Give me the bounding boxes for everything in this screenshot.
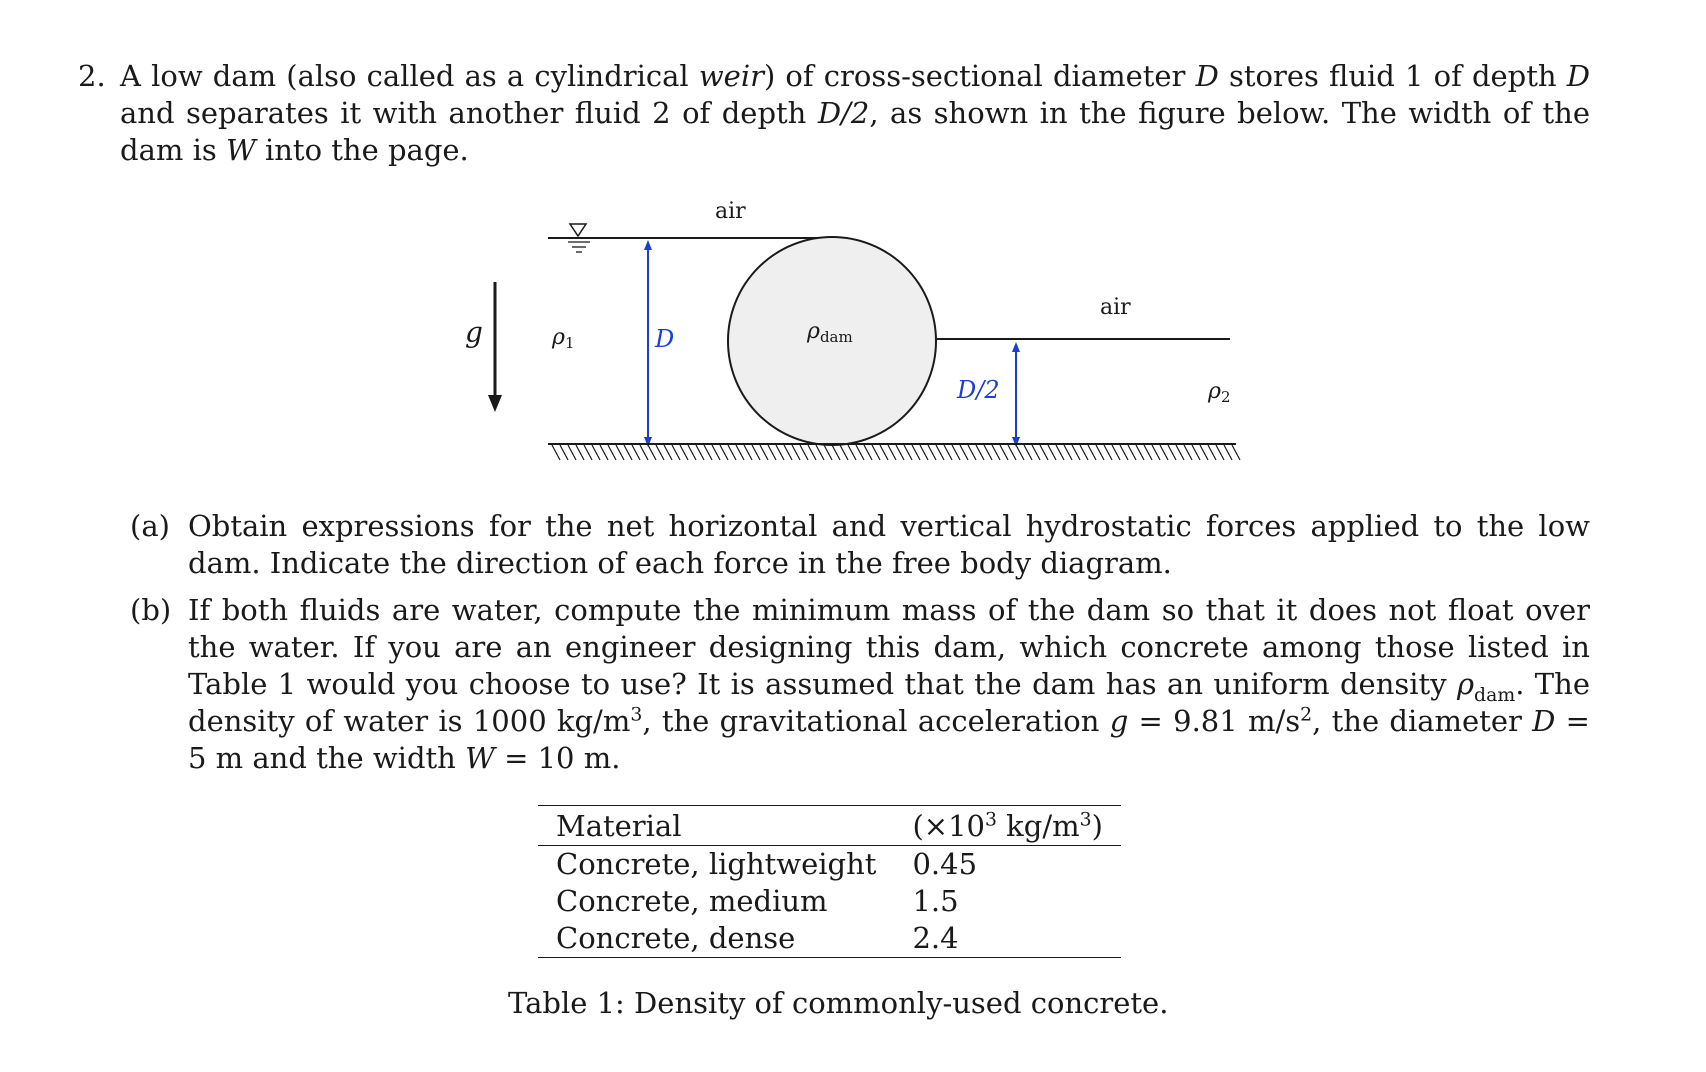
hatch-line xyxy=(608,445,616,460)
table-row xyxy=(538,920,1121,958)
hatch-line xyxy=(672,445,680,460)
part-a-label: (a) xyxy=(130,509,170,543)
statement-text: into the page. xyxy=(255,133,469,167)
hatch-line xyxy=(1112,445,1120,460)
statement-text: A low dam (also called as a cylindrical xyxy=(120,59,699,93)
hatch-line xyxy=(552,445,560,460)
dam-figure xyxy=(0,190,1706,490)
hatch-line xyxy=(1048,445,1056,460)
density-table-wrap xyxy=(538,805,1103,958)
statement-text: ) of cross-sectional diameter xyxy=(763,59,1196,93)
hatch-line xyxy=(872,445,880,460)
hatch-line xyxy=(1064,445,1072,460)
material-cell: Concrete, medium xyxy=(556,884,828,918)
hatch-line xyxy=(720,445,728,460)
hatch-line xyxy=(880,445,888,460)
hatch-line xyxy=(1128,445,1136,460)
air-right-label: air xyxy=(1100,295,1131,320)
depth-d-half-arrowhead-top xyxy=(1012,342,1020,352)
hatch-line xyxy=(832,445,840,460)
problem-text xyxy=(120,58,1590,169)
hatch-line xyxy=(1208,445,1216,460)
part-b-sup: 2 xyxy=(1300,704,1313,726)
hatch-line xyxy=(896,445,904,460)
part-b-label: (b) xyxy=(130,593,172,627)
hatch-line xyxy=(1168,445,1176,460)
hatch-line xyxy=(584,445,592,460)
part-a-text: Obtain expressions for the net horizontal and vertical hydrostatic forces applied to the low dam. Indicate the direction of each force in the free body diagram. xyxy=(188,509,1590,580)
hatch-line xyxy=(904,445,912,460)
air-left-label: air xyxy=(715,199,746,224)
header-density-unit: ($\times 10^3$ $kg/m^3$) xyxy=(894,806,1120,846)
hatch-line xyxy=(1056,445,1064,460)
hatch-line xyxy=(1072,445,1080,460)
dam-diagram xyxy=(0,190,1706,490)
hatch-line xyxy=(664,445,672,460)
hatch-line xyxy=(1192,445,1200,460)
hatch-line xyxy=(976,445,984,460)
part-b-text: = 5 m and the width xyxy=(188,704,1590,775)
gravity-label: g xyxy=(465,316,483,349)
hatch-line xyxy=(648,445,656,460)
part-b-var-w: W xyxy=(465,741,495,775)
hatch-line xyxy=(920,445,928,460)
hatch-line xyxy=(840,445,848,460)
hatch-line xyxy=(792,445,800,460)
hatch-line xyxy=(568,445,576,460)
part-b-rho-sub: dam xyxy=(1474,684,1516,706)
statement-var-d-half: D/2 xyxy=(817,96,870,130)
hatch-line xyxy=(1184,445,1192,460)
hatch-line xyxy=(656,445,664,460)
statement-weir: weir xyxy=(698,59,764,93)
hatch-line xyxy=(888,445,896,460)
hatch-line xyxy=(1216,445,1224,460)
hatch-line xyxy=(848,445,856,460)
table-header-row xyxy=(538,806,1121,846)
density-cell: 1.5 xyxy=(912,884,959,918)
material-cell: Concrete, dense xyxy=(556,921,796,955)
depth-d-label: D xyxy=(655,325,675,353)
hatch-line xyxy=(776,445,784,460)
hatch-line xyxy=(592,445,600,460)
hatch-line xyxy=(1152,445,1160,460)
hatch-line xyxy=(1096,445,1104,460)
hatch-line xyxy=(704,445,712,460)
hatch-line xyxy=(1016,445,1024,460)
hatch-line xyxy=(616,445,624,460)
hatch-line xyxy=(960,445,968,460)
hatch-line xyxy=(760,445,768,460)
hatch-line xyxy=(576,445,584,460)
hatch-line xyxy=(688,445,696,460)
hatch-line xyxy=(936,445,944,460)
hatch-line xyxy=(1232,445,1240,460)
hatch-line xyxy=(864,445,872,460)
hatch-line xyxy=(984,445,992,460)
hatch-line xyxy=(944,445,952,460)
hatch-line xyxy=(1144,445,1152,460)
hatch-line xyxy=(1080,445,1088,460)
hatch-line xyxy=(1104,445,1112,460)
part-b xyxy=(130,592,1590,777)
table-caption: Table 1: Density of commonly-used concrete. xyxy=(508,986,1169,1020)
hatch-line xyxy=(968,445,976,460)
hatch-line xyxy=(1032,445,1040,460)
hatch-line xyxy=(784,445,792,460)
part-b-text: , the diameter xyxy=(1312,704,1533,738)
hatch-line xyxy=(744,445,752,460)
hatch-line xyxy=(1088,445,1096,460)
table-row xyxy=(538,846,1121,884)
hatch-line xyxy=(1160,445,1168,460)
statement-var-w: W xyxy=(225,133,256,167)
part-b-var-g: g xyxy=(1109,704,1129,738)
part-b-rho: ρ xyxy=(1456,667,1475,701)
hatch-line xyxy=(712,445,720,460)
part-b-var-d: D xyxy=(1532,704,1556,738)
depth-d-arrowhead-top xyxy=(644,240,652,250)
gravity-arrowhead xyxy=(488,395,502,412)
hatch-line xyxy=(824,445,832,460)
hatch-line xyxy=(808,445,816,460)
hatch-line xyxy=(560,445,568,460)
statement-var-d: D xyxy=(1566,59,1590,93)
hatch-line xyxy=(736,445,744,460)
hatch-line xyxy=(768,445,776,460)
hatch-line xyxy=(928,445,936,460)
hatch-line xyxy=(1000,445,1008,460)
table-row xyxy=(538,883,1121,920)
hatch-line xyxy=(624,445,632,460)
statement-text: and separates it with another fluid 2 of depth xyxy=(120,96,818,130)
density-table xyxy=(538,805,1121,958)
density-cell: 0.45 xyxy=(912,847,978,881)
hatch-line xyxy=(1136,445,1144,460)
question-parts xyxy=(130,508,1590,787)
hatch-line xyxy=(816,445,824,460)
hatch-line xyxy=(952,445,960,460)
part-b-text: If both fluids are water, compute the minimum mass of the dam so that it does not float over the water. If you are an engineer designing this dam, which concrete among those listed in Table 1 would you choose to use? It is assumed that the dam has an uniform density xyxy=(188,593,1590,701)
hatch-line xyxy=(728,445,736,460)
problem-statement xyxy=(78,58,1590,169)
hatch-line xyxy=(680,445,688,460)
hatch-line xyxy=(1200,445,1208,460)
fluid2-density-label: ρ2 xyxy=(1208,379,1231,406)
hatch-line xyxy=(800,445,808,460)
hatch-line xyxy=(912,445,920,460)
hatch-line xyxy=(752,445,760,460)
part-b-text: , the gravitational acceleration xyxy=(642,704,1110,738)
statement-var-d: D xyxy=(1195,59,1219,93)
part-b-text: = 10 m. xyxy=(494,741,621,775)
statement-text: , as shown in the figure below. The width of the dam is xyxy=(120,96,1590,167)
part-b-text: = 9.81 m/s xyxy=(1128,704,1301,738)
hatch-line xyxy=(1024,445,1032,460)
ground-hatching xyxy=(552,445,1240,460)
statement-text: stores fluid 1 of depth xyxy=(1218,59,1567,93)
hatch-line xyxy=(640,445,648,460)
hatch-line xyxy=(856,445,864,460)
dam-density-label: ρdam xyxy=(807,319,853,346)
hatch-line xyxy=(1040,445,1048,460)
problem-number: 2. xyxy=(78,59,106,93)
hatch-line xyxy=(1120,445,1128,460)
fluid1-density-label: ρ1 xyxy=(552,325,575,352)
hatch-line xyxy=(1008,445,1016,460)
hatch-line xyxy=(1176,445,1184,460)
hatch-line xyxy=(992,445,1000,460)
part-b-text: . The density of water is 1000 kg/m xyxy=(188,667,1590,738)
density-cell: 2.4 xyxy=(912,921,959,955)
hatch-line xyxy=(600,445,608,460)
hatch-line xyxy=(632,445,640,460)
part-b-sup: 3 xyxy=(630,704,643,726)
header-material: Material xyxy=(538,806,894,846)
hatch-line xyxy=(1224,445,1232,460)
depth-d-half-label: D/2 xyxy=(957,376,1000,404)
hatch-line xyxy=(696,445,704,460)
material-cell: Concrete, lightweight xyxy=(556,847,877,881)
part-a xyxy=(130,508,1590,582)
